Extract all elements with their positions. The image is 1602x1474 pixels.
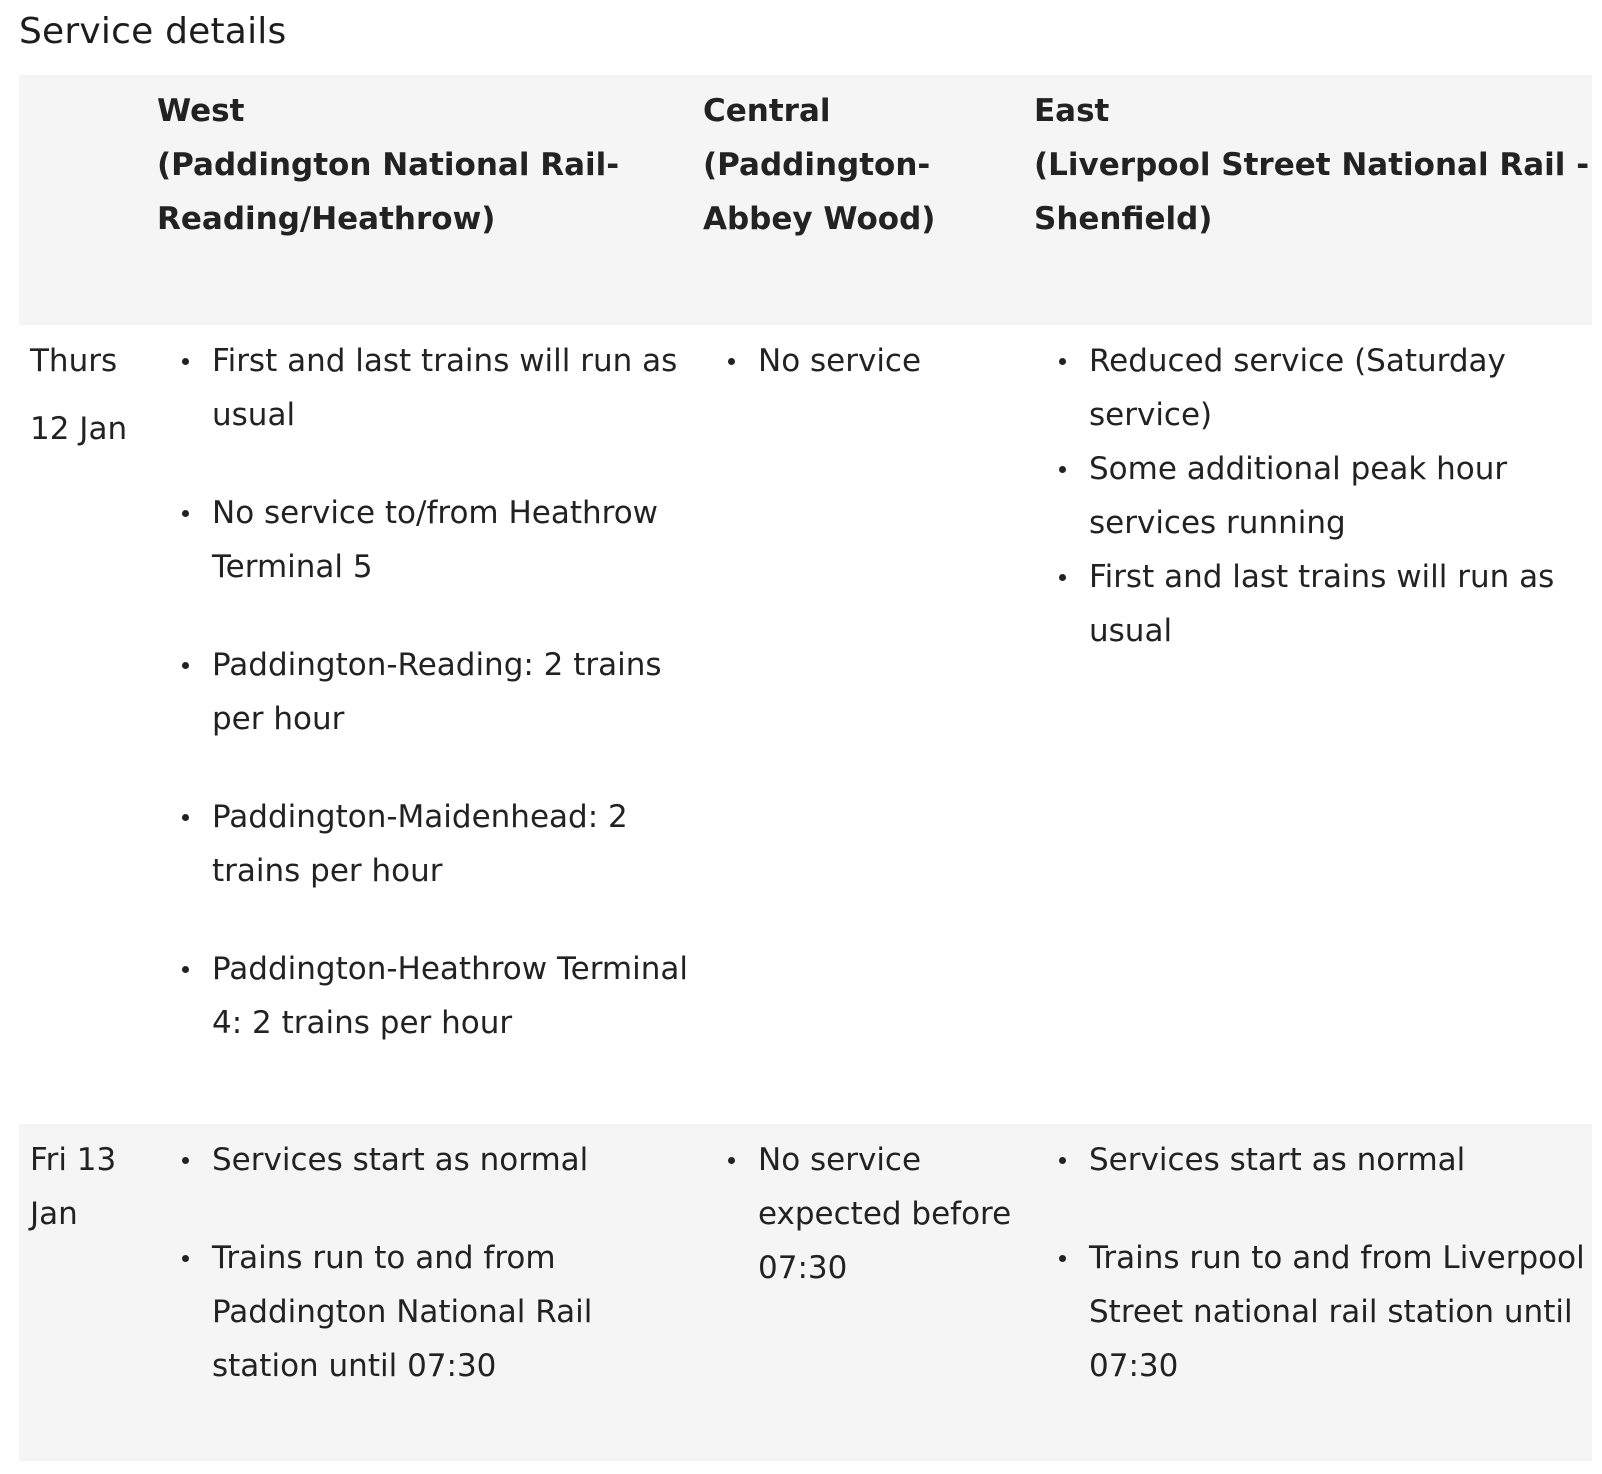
service-details-table xyxy=(19,75,1592,1461)
header-west xyxy=(157,75,703,325)
header-east-name: East xyxy=(1034,93,1110,129)
list-item: First and last trains will run as usual xyxy=(212,334,703,442)
header-west-sub-2: Reading/Heathrow) xyxy=(157,201,496,237)
list-item: Trains run to and from Liverpool Street national rail station until 07:30 xyxy=(1089,1231,1592,1393)
central-list xyxy=(703,334,1034,388)
list-item: Reduced service (Saturday service) xyxy=(1089,334,1592,442)
west-cell xyxy=(157,1124,703,1461)
header-date xyxy=(19,75,157,325)
central-cell xyxy=(703,1124,1034,1461)
header-west-name: West xyxy=(157,93,245,129)
date-date: 12 Jan xyxy=(30,411,128,447)
list-item: Paddington-Reading: 2 trains per hour xyxy=(212,638,703,746)
east-cell xyxy=(1034,1124,1592,1461)
header-east-sub-1: (Liverpool Street National Rail - xyxy=(1034,147,1590,183)
header-central-name: Central xyxy=(703,93,831,129)
central-cell xyxy=(703,325,1034,1124)
list-item: Paddington-Heathrow Terminal 4: 2 trains per hour xyxy=(212,942,703,1050)
list-item: Paddington-Maidenhead: 2 trains per hour xyxy=(212,790,703,898)
header-central-sub-2: Abbey Wood) xyxy=(703,201,936,237)
page-title: Service details xyxy=(19,11,287,52)
list-item: No service to/from Heathrow Terminal 5 xyxy=(212,486,703,594)
list-item: Some additional peak hour services running xyxy=(1089,442,1592,550)
list-item: First and last trains will run as usual xyxy=(1089,550,1592,658)
west-list xyxy=(157,334,703,1050)
east-list xyxy=(1034,334,1592,658)
west-list xyxy=(157,1133,703,1393)
header-west-sub-1: (Paddington National Rail- xyxy=(157,147,620,183)
list-item: Trains run to and from Paddington National Rail station until 07:30 xyxy=(212,1231,703,1393)
central-list xyxy=(703,1133,1034,1295)
date-cell xyxy=(19,325,157,1124)
header-central-sub-1: (Paddington- xyxy=(703,147,931,183)
header-east xyxy=(1034,75,1592,325)
date-day: Thurs xyxy=(30,343,118,379)
list-item: No service expected before 07:30 xyxy=(758,1133,1034,1295)
date-cell xyxy=(19,1124,157,1461)
west-cell xyxy=(157,325,703,1124)
list-item: Services start as normal xyxy=(212,1133,703,1187)
list-item: Services start as normal xyxy=(1089,1133,1592,1187)
table-header-row xyxy=(19,75,1592,325)
east-cell xyxy=(1034,325,1592,1124)
header-central xyxy=(703,75,1034,325)
date-day: Fri 13 Jan xyxy=(30,1142,117,1232)
list-item: No service xyxy=(758,334,1034,388)
header-east-sub-2: Shenfield) xyxy=(1034,201,1213,237)
table-row xyxy=(19,1124,1592,1461)
table-row xyxy=(19,325,1592,1124)
east-list xyxy=(1034,1133,1592,1393)
